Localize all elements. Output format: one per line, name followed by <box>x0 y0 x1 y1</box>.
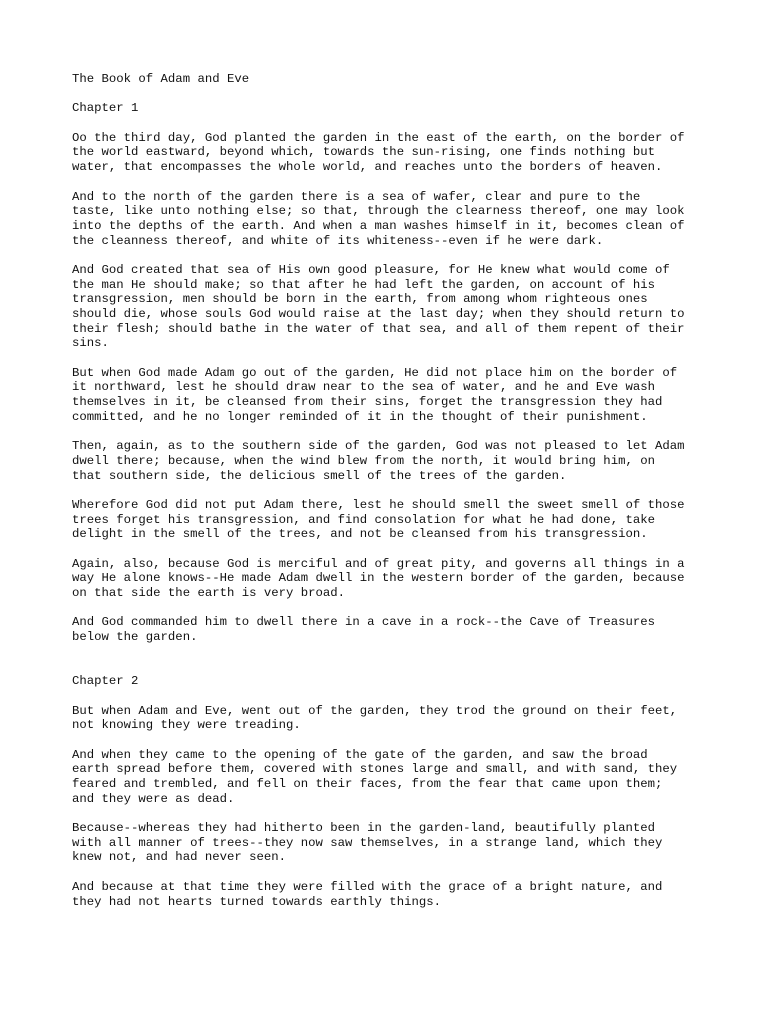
paragraph <box>72 557 712 601</box>
paragraph <box>72 498 712 542</box>
text-line: And God created that sea of His own good pleasure, for He knew what would come of <box>72 262 670 277</box>
text-line: And to the north of the garden there is a sea of wafer, clear and pure to the <box>72 189 641 204</box>
text-line: taste, like unto nothing else; so that, through the clearness thereof, one may look <box>72 204 685 219</box>
paragraph <box>72 131 712 175</box>
text-line: and they were as dead. <box>72 791 235 806</box>
chapter-1 <box>72 101 712 644</box>
text-line: that southern side, the delicious smell of the trees of the garden. <box>72 468 567 483</box>
text-line: feared and trembled, and fell on their faces, from the fear that came upon them; <box>72 777 663 791</box>
paragraph <box>72 439 712 483</box>
text-line: the man He should make; so that after he had left the garden, on account of his <box>72 277 655 292</box>
paragraph <box>72 615 712 644</box>
text-line: on that side the earth is very broad. <box>72 586 346 601</box>
spacer <box>72 806 712 821</box>
spacer <box>72 425 712 440</box>
spacer <box>72 645 712 660</box>
spacer <box>72 175 712 190</box>
document-title: The Book of Adam and Eve <box>72 72 250 86</box>
text-line: the cleanness thereof, and white of its whiteness--even if he were dark. <box>72 233 604 248</box>
text-line: trees forget his transgression, and find consolation for what he had done, take <box>72 512 655 527</box>
text-line: they had not hearts turned towards earthly things. <box>72 894 441 909</box>
text-line: And when they came to the opening of the gate of the garden, and saw the broad <box>72 747 648 762</box>
spacer <box>72 248 712 263</box>
text-line: dwell there; because, when the wind blew from the north, it would bring him, on <box>72 453 655 468</box>
paragraph <box>72 190 712 249</box>
chapters-container <box>72 101 712 909</box>
spacer <box>72 865 712 880</box>
chapter-heading: Chapter 1 <box>72 101 139 116</box>
text-line: Because--whereas they had hitherto been in the garden-land, beautifully planted <box>72 821 655 836</box>
text-line: And God commanded him to dwell there in a cave in a rock--the Cave of Treasures <box>72 615 655 630</box>
spacer <box>72 483 712 498</box>
text-line: themselves in it, be cleansed from their sins, forget the transgression they had <box>72 395 663 410</box>
text-line: should die, whose souls God would raise at the last day; when they should return to <box>72 307 685 321</box>
spacer <box>72 87 712 102</box>
paragraph <box>72 704 712 733</box>
text-line: below the garden. <box>72 630 198 645</box>
text-line: into the depths of the earth. And when a man washes himself in it, becomes clean of <box>72 218 685 233</box>
text-line: But when God made Adam go out of the garden, He did not place him on the border of <box>72 365 678 380</box>
spacer <box>72 116 712 131</box>
text-line: earth spread before them, covered with stones large and small, and with sand, they <box>72 762 678 777</box>
text-line: sins. <box>72 336 109 351</box>
spacer <box>72 601 712 616</box>
text-line: But when Adam and Eve, went out of the garden, they trod the ground on their feet, <box>72 703 678 718</box>
text-line: Oo the third day, God planted the garden in the east of the earth, on the border of <box>72 130 685 145</box>
text-line: Then, again, as to the southern side of the garden, God was not pleased to let Adam <box>72 439 685 454</box>
spacer <box>72 542 712 557</box>
spacer <box>72 660 712 675</box>
text-line: knew not, and had never seen. <box>72 850 287 865</box>
text-line: the world eastward, beyond which, towards the sun-rising, one finds nothing but <box>72 145 655 160</box>
chapter-2 <box>72 674 712 909</box>
paragraph <box>72 366 712 425</box>
text-line: water, that encompasses the whole world, and reaches unto the borders of heaven. <box>72 160 663 175</box>
text-line: not knowing they were treading. <box>72 718 301 733</box>
text-line: their flesh; should bathe in the water of that sea, and all of them repent of their <box>72 321 685 336</box>
text-line: Again, also, because God is merciful and of great pity, and governs all things in a <box>72 556 685 571</box>
text-line: And because at that time they were filled with the grace of a bright nature, and <box>72 879 663 894</box>
text-line: way He alone knows--He made Adam dwell in the western border of the garden, because <box>72 571 685 586</box>
text-line: with all manner of trees--they now saw themselves, in a strange land, which they <box>72 835 663 850</box>
text-line: transgression, men should be born in the earth, from among whom righteous ones <box>72 292 648 307</box>
spacer <box>72 733 712 748</box>
chapter-heading: Chapter 2 <box>72 674 139 689</box>
text-line: Wherefore God did not put Adam there, lest he should smell the sweet smell of those <box>72 497 685 512</box>
text-line: it northward, lest he should draw near to the sea of water, and he and Eve wash <box>72 380 655 395</box>
paragraph <box>72 880 712 909</box>
paragraph <box>72 263 712 351</box>
spacer <box>72 689 712 704</box>
spacer <box>72 351 712 366</box>
paragraph <box>72 821 712 865</box>
text-line: delight in the smell of the trees, and not be cleansed from his transgression. <box>72 527 648 542</box>
paragraph <box>72 748 712 807</box>
text-line: committed, and he no longer reminded of it in the thought of their punishment. <box>72 409 648 424</box>
document-page <box>72 72 712 909</box>
